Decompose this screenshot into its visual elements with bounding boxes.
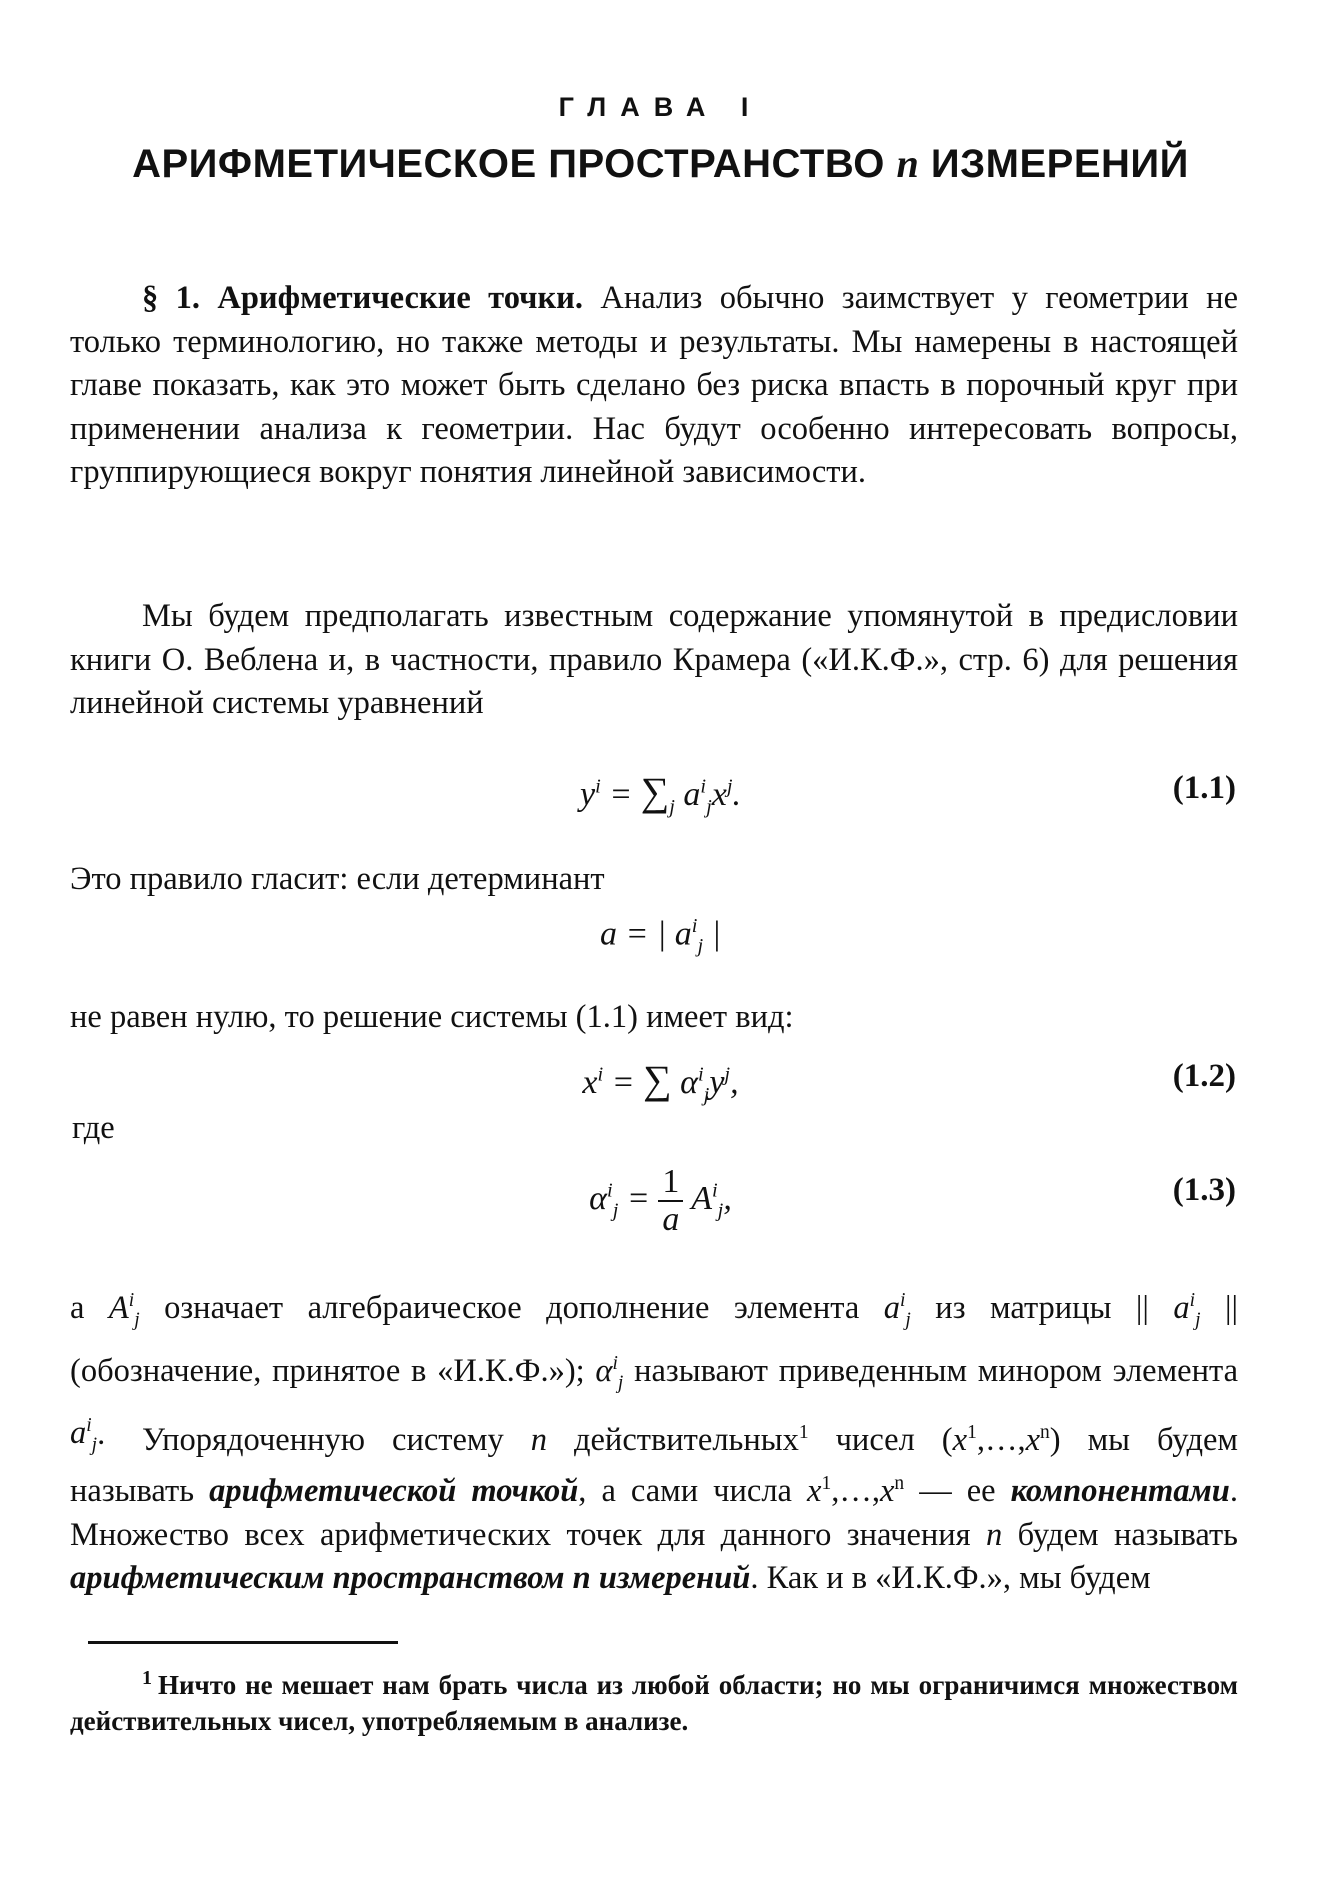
- p6-part-i: . Множество всех арифметических точек для данного значения: [70, 1473, 1238, 1553]
- p6-part-g: — ее: [904, 1473, 1011, 1510]
- footnote-mark: 1: [142, 1667, 152, 1689]
- word-where: где: [72, 1110, 115, 1146]
- formula-linear-system: $y^i = \sum_j$ $a^i_jx^j$.: [579, 769, 741, 818]
- chapter-title: [0, 140, 1321, 187]
- p5-part-b: означает алгебраическое дополнение элемента: [139, 1289, 884, 1326]
- footnote-reference[interactable]: 1: [798, 1422, 809, 1443]
- p6-part-d: мы будем называть: [70, 1421, 1239, 1510]
- paragraph-solution: [70, 996, 1238, 1040]
- footnote: [70, 1660, 1238, 1739]
- p6-part-j: будем называть: [1002, 1516, 1239, 1553]
- p6-part-f: , а сами числа: [578, 1473, 808, 1510]
- formula-determinant: a = | $a^i_j$ |: [600, 915, 721, 958]
- p5-part-a: а: [70, 1289, 109, 1326]
- p5-part-c: из матрицы: [910, 1289, 1136, 1326]
- formula-reduced-minor: $\alpha^i_j$ = $\frac{1}{a}$ $A^i_j$,: [589, 1163, 732, 1238]
- equation-number-1-1: (1.1): [1172, 770, 1236, 806]
- paragraph-intro: [70, 277, 1238, 495]
- chapter-title-part2: ИЗМЕРЕНИЙ: [919, 142, 1189, 186]
- paragraph-rule-text: Это правило гласит: если детерминант: [70, 861, 605, 897]
- footnote-divider: [88, 1641, 398, 1644]
- p5-part-d: (обозначение, принятое в «И.К.Ф.»);: [70, 1352, 596, 1389]
- paragraph-solution-text: не равен нулю, то решение системы (1.1) имеет вид:: [70, 999, 794, 1035]
- equation-number-1-2: (1.2): [1172, 1058, 1236, 1094]
- paragraph-intro-text: Анализ обычно заимствует у геометрии не только терминологию, но также методы и результаты. Мы намерены в настоящей главе показать, как это может быть сделано без риска впасть в порочный круг при применении анализа к геометрии. Нас будут особенно интересовать вопросы, группирующиеся вокруг понятия линейной зависимости.: [70, 280, 1238, 490]
- paragraph-cramer-text: Мы будем предполагать известным содержание упомянутой в предисловии книги О. Веблена и, в частности, правило Крамера («И.К.Ф.», стр. 6) для решения линейной системы уравнений: [70, 598, 1238, 721]
- p6-part-a: Упорядоченную систему: [142, 1421, 531, 1458]
- equation-number-1-3: (1.3): [1172, 1172, 1236, 1208]
- p5-part-e: называют приведенным минором элемента: [623, 1352, 1238, 1389]
- paragraph-rule: [70, 858, 1238, 902]
- paragraph-cofactor: а $A^i_j$ означает алгебраическое дополнение элемента $a^i_j$ из матрицы || $a^i_j$ || (обозначение, принятое в «И.К.Ф.»); $\alpha^i_j$ называют приведенным минором элемента $a^i_j$.: [70, 1289, 1238, 1456]
- paragraph-arithmetic-point: Упорядоченную систему n действительных$^1$ чисел $(x^1,\dots,x^n)$ мы будем называть арифметической точкой, а сами числа $x^1,\dots,x^n$ — ее компонентами. Множество всех арифметических точек для данного значения n будем называть арифметическим пространством n измерений. Как и в «И.К.Ф.», мы будем: [70, 1421, 1239, 1597]
- section-number: § 1.: [142, 280, 200, 316]
- chapter-title-n: n: [896, 141, 920, 186]
- p6-part-b: действительных: [546, 1421, 799, 1458]
- p6-part-c: чисел: [808, 1421, 942, 1458]
- formula-solution: $x^i$ = ∑ $\alpha^i_jy^j$,: [582, 1057, 739, 1106]
- footnote-text: Ничто не мешает нам брать числа из любой области; но мы ограничимся множеством действительных чисел, употребляемым в анализе.: [70, 1670, 1238, 1736]
- term-arithmetic-space: арифметическим пространством n измерений: [70, 1560, 751, 1597]
- term-components: компонентами: [1010, 1473, 1230, 1510]
- section-heading: Арифметические точки.: [217, 280, 584, 316]
- p5-part-f: .: [97, 1415, 106, 1452]
- paragraph-cramer: [70, 595, 1238, 726]
- chapter-title-part1: АРИФМЕТИЧЕСКОЕ ПРОСТРАНСТВО: [132, 142, 897, 186]
- chapter-label: ГЛАВА I: [558, 92, 763, 122]
- term-arithmetic-point: арифметической точкой: [209, 1473, 579, 1510]
- p6-part-l: . Как и в «И.К.Ф.», мы будем: [750, 1560, 1151, 1597]
